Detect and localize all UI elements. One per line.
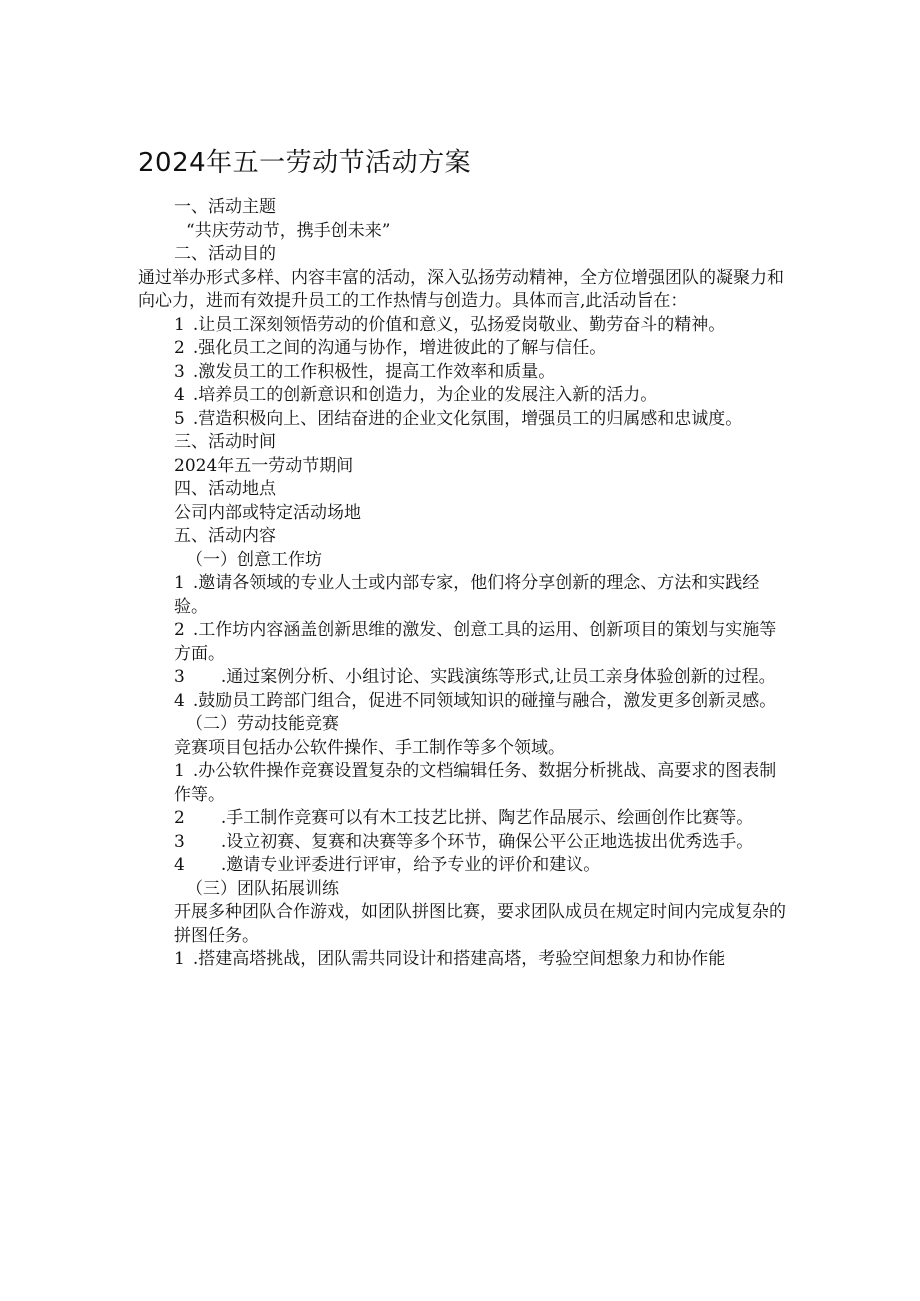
workshop-item <box>138 572 788 619</box>
item-text: .搭建高塔挑战，团队需共同设计和搭建高塔，考验空间想象力和协作能 <box>192 949 726 969</box>
subsection-heading-competition: （二）劳动技能竞赛 <box>186 714 339 734</box>
purpose-intro: 通过举办形式多样、内容丰富的活动，深入弘扬劳动精神，全方位增强团队的凝聚力和向心力，进而有效提升员工的工作热情与创造力。具体而言,此活动旨在： <box>138 267 784 311</box>
section-heading-content: 五、活动内容 <box>174 526 276 546</box>
item-number: 3 <box>174 831 185 852</box>
item-text: .营造积极向上、团结奋进的企业文化氛围，增强员工的归属感和忠诚度。 <box>192 408 743 429</box>
competition-intro: 竞赛项目包括办公软件操作、手工制作等多个领域。 <box>174 737 565 758</box>
item-number: 1 <box>174 314 185 335</box>
document-body <box>138 196 788 972</box>
section-heading-theme: 一、活动主题 <box>174 197 276 217</box>
theme-slogan: “共庆劳动节，携手创未来” <box>186 220 391 241</box>
purpose-item <box>138 384 788 408</box>
item-number: 5 <box>174 408 185 429</box>
event-location: 公司内部或特定活动场地 <box>174 502 361 523</box>
item-number: 2 <box>174 338 185 358</box>
subsection-heading-workshop: （一）创意工作坊 <box>186 549 322 570</box>
item-number: 2 <box>174 620 185 640</box>
section-heading-purpose: 二、活动目的 <box>174 244 276 264</box>
item-number: 1 <box>174 573 185 593</box>
item-number: 1 <box>174 949 185 969</box>
item-text: .培养员工的创新意识和创造力，为企业的发展注入新的活力。 <box>192 385 658 405</box>
item-text: .鼓励员工跨部门组合，促进不同领域知识的碰撞与融合，激发更多创新灵感。 <box>192 690 777 711</box>
subsection-heading-teambuilding: （三）团队拓展训练 <box>186 878 339 899</box>
item-number: 3 <box>174 667 185 687</box>
purpose-item <box>138 361 788 385</box>
purpose-item <box>138 408 788 432</box>
event-time: 2024年五一劳动节期间 <box>174 455 354 476</box>
item-text: .手工制作竞赛可以有木工技艺比拼、陶艺作品展示、绘画创作比赛等。 <box>220 808 754 828</box>
item-number: 4 <box>174 385 185 405</box>
item-text: .通过案例分析、小组讨论、实践演练等形式,让员工亲身体验创新的过程。 <box>220 667 776 687</box>
item-text: .邀请专业评委进行评审，给予专业的评价和建议。 <box>220 855 601 875</box>
purpose-item <box>138 337 788 361</box>
item-number: 1 <box>174 761 185 781</box>
item-number: 2 <box>174 808 185 828</box>
teambuilding-item <box>138 948 788 972</box>
item-text: .强化员工之间的沟通与协作，增进彼此的了解与信任。 <box>192 338 607 358</box>
purpose-item <box>138 314 788 338</box>
item-number: 4 <box>174 855 185 875</box>
item-text: .设立初赛、复赛和决赛等多个环节，确保公平公正地选拔出优秀选手。 <box>220 831 754 852</box>
item-text: .激发员工的工作积极性，提高工作效率和质量。 <box>192 361 556 382</box>
item-text: .工作坊内容涵盖创新思维的激发、创意工具的运用、创新项目的策划与实施等方面。 <box>174 620 777 664</box>
document-title: 2024年五一劳动节活动方案 <box>138 148 472 178</box>
competition-item <box>138 831 788 855</box>
item-text: .办公软件操作竞赛设置复杂的文档编辑任务、数据分析挑战、高要求的图表制作等。 <box>174 761 777 805</box>
section-heading-location: 四、活动地点 <box>174 479 276 499</box>
competition-item <box>138 807 788 831</box>
item-text: .邀请各领域的专业人士或内部专家，他们将分享创新的理念、方法和实践经验。 <box>174 573 760 617</box>
competition-item <box>138 854 788 878</box>
item-number: 3 <box>174 361 185 382</box>
teambuilding-intro: 开展多种团队合作游戏，如团队拼图比赛，要求团队成员在规定时间内完成复杂的拼图任务。 <box>174 902 786 946</box>
workshop-item <box>138 666 788 690</box>
competition-item <box>138 760 788 807</box>
section-heading-time: 三、活动时间 <box>174 432 276 452</box>
workshop-item <box>138 619 788 666</box>
item-text: .让员工深刻领悟劳动的价值和意义，弘扬爱岗敬业、勤劳奋斗的精神。 <box>192 314 726 335</box>
item-number: 4 <box>174 690 185 711</box>
workshop-item <box>138 690 788 714</box>
